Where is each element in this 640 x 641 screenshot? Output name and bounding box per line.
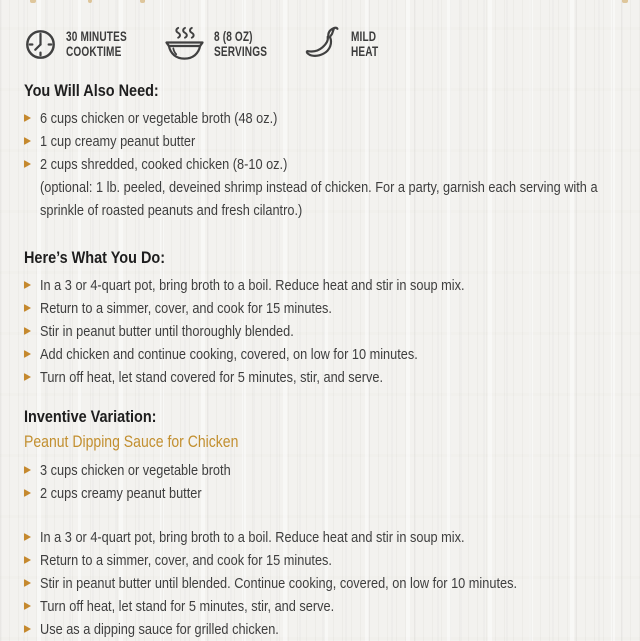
list-item bbox=[24, 343, 622, 366]
clock-icon bbox=[24, 28, 57, 61]
bullet-arrow-icon bbox=[24, 304, 31, 312]
variation-steps-list bbox=[24, 526, 622, 641]
list-item-text: In a 3 or 4-quart pot, bring broth to a boil. Reduce heat and stir in soup mix. bbox=[40, 277, 465, 294]
bullet-arrow-icon bbox=[24, 556, 31, 564]
servings-label bbox=[214, 29, 267, 59]
list-item-text: Return to a simmer, cover, and cook for 15 minutes. bbox=[40, 552, 332, 569]
list-item bbox=[24, 130, 622, 153]
section-inventive-variation bbox=[24, 408, 622, 641]
cropped-top-decoration bbox=[622, 0, 628, 3]
list-item-text: Add chicken and continue cooking, covered, on low for 10 minutes. bbox=[40, 346, 418, 363]
directions-heading bbox=[24, 249, 622, 266]
cooktime-line1: 30 MINUTES bbox=[66, 28, 127, 44]
list-item-text: Turn off heat, let stand covered for 5 minutes, stir, and serve. bbox=[40, 369, 384, 386]
list-item bbox=[24, 320, 622, 343]
cropped-top-decoration bbox=[30, 0, 36, 3]
heat-line2: HEAT bbox=[351, 43, 379, 59]
bullet-arrow-icon bbox=[24, 625, 31, 633]
bullet-arrow-icon bbox=[24, 114, 31, 122]
bullet-arrow-icon bbox=[24, 373, 31, 381]
list-item bbox=[24, 526, 622, 549]
bullet-arrow-icon bbox=[24, 137, 31, 145]
bullet-arrow-icon bbox=[24, 350, 31, 358]
cooktime-label bbox=[66, 29, 127, 59]
bullet-arrow-icon bbox=[24, 489, 31, 497]
bullet-arrow-icon bbox=[24, 327, 31, 335]
list-item bbox=[24, 482, 622, 505]
list-item-text: Return to a simmer, cover, and cook for 15 minutes. bbox=[40, 300, 332, 317]
heat-meta bbox=[302, 24, 389, 64]
need-heading-text: You Will Also Need: bbox=[24, 81, 159, 100]
list-item-text: Stir in peanut butter until thoroughly blended. bbox=[40, 323, 294, 340]
list-item bbox=[24, 595, 622, 618]
list-item-text: 2 cups creamy peanut butter bbox=[40, 485, 202, 502]
bowl-icon bbox=[164, 26, 205, 63]
bullet-arrow-icon bbox=[24, 579, 31, 587]
section-heres-what-you-do bbox=[24, 249, 622, 389]
variation-subtitle-text: Peanut Dipping Sauce for Chicken bbox=[24, 433, 239, 451]
pepper-icon bbox=[302, 24, 342, 64]
list-item bbox=[24, 274, 622, 297]
optional-note: (optional: 1 lb. peeled, deveined shrimp instead of chicken. For a party, garnish each serving with a sprinkle of roasted peanuts and fresh cilantro.) bbox=[40, 179, 598, 219]
list-item bbox=[24, 618, 622, 641]
list-item bbox=[24, 153, 622, 176]
bullet-arrow-icon bbox=[24, 160, 31, 168]
list-item-text: Use as a dipping sauce for grilled chicken. bbox=[40, 621, 279, 638]
section-you-will-also-need bbox=[24, 82, 622, 222]
list-item-text: 1 cup creamy peanut butter bbox=[40, 133, 196, 150]
list-item bbox=[24, 366, 622, 389]
servings-line1: 8 (8 OZ) bbox=[214, 28, 254, 44]
cooktime-line2: COOKTIME bbox=[66, 43, 122, 59]
variation-heading-text: Inventive Variation: bbox=[24, 407, 157, 426]
list-item-text: 6 cups chicken or vegetable broth (48 oz.) bbox=[40, 110, 278, 127]
list-item-text: Turn off heat, let stand for 5 minutes, stir, and serve. bbox=[40, 598, 335, 615]
directions-list bbox=[24, 274, 622, 389]
need-heading bbox=[24, 82, 622, 99]
list-item bbox=[24, 107, 622, 130]
need-list bbox=[24, 107, 622, 222]
servings-line2: SERVINGS bbox=[214, 43, 268, 59]
variation-heading bbox=[24, 408, 622, 425]
bullet-arrow-icon bbox=[24, 602, 31, 610]
recipe-meta-row bbox=[24, 25, 622, 63]
variation-ingredients-list bbox=[24, 459, 622, 505]
bullet-arrow-icon bbox=[24, 281, 31, 289]
servings-meta bbox=[164, 26, 288, 63]
heat-label bbox=[351, 29, 378, 59]
bullet-arrow-icon bbox=[24, 466, 31, 474]
directions-heading-text: Here’s What You Do: bbox=[24, 248, 166, 267]
list-item bbox=[24, 459, 622, 482]
list-item-text: In a 3 or 4-quart pot, bring broth to a boil. Reduce heat and stir in soup mix. bbox=[40, 529, 465, 546]
list-item bbox=[24, 572, 622, 595]
list-item-text: Stir in peanut butter until blended. Continue cooking, covered, on low for 10 minutes. bbox=[40, 575, 518, 592]
list-item-text: 3 cups chicken or vegetable broth bbox=[40, 462, 231, 479]
list-item bbox=[24, 549, 622, 572]
list-item bbox=[24, 297, 622, 320]
heat-line1: MILD bbox=[351, 28, 377, 44]
list-item-text: 2 cups shredded, cooked chicken (8-10 oz.) bbox=[40, 156, 288, 173]
cooktime-meta bbox=[24, 28, 150, 61]
bullet-arrow-icon bbox=[24, 533, 31, 541]
cropped-top-decoration bbox=[140, 0, 145, 3]
variation-subtitle bbox=[24, 434, 622, 451]
